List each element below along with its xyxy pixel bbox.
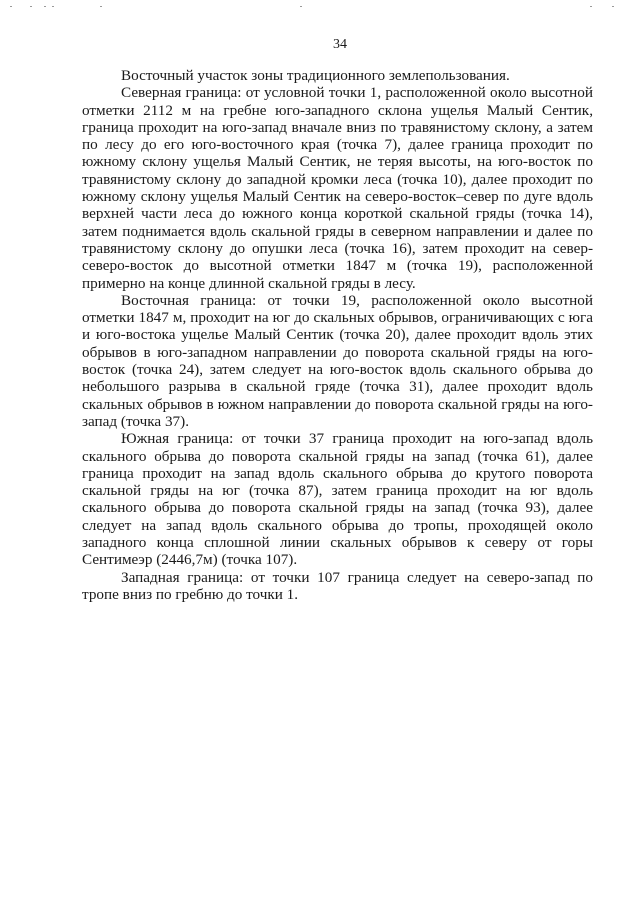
scan-artifact-dots [0, 6, 640, 10]
document-body [82, 67, 593, 603]
section-heading: Восточный участок зоны традиционного землепользования. [121, 67, 510, 84]
paragraph-north-boundary: Северная граница: от условной точки 1, расположенной около высотной отметки 2112 м на гребне юго-западного склона ущелья Малый Сентик, граница проходит на юго-запад вначале вниз по травянистому склону, а затем по лесу до его юго-восточного края (точка 7), далее граница проходит по южному склону ущелья Малый Сентик, не теряя высоты, на юго-восток по травянистому склону до западной кромки леса (точка 10), далее проходит по южному склону ущелья Малый Сентик на северо-восток–север по дуге вдоль верхней части леса до южного конца короткой скальной гряды (точка 14), затем поднимается вдоль скальной гряды в северном направлении и далее по травянистому склону до опушки леса (точка 16), затем проходит на север-северо-восток до высотной отметки 1847 м (точка 19), расположенной примерно на конце длинной скальной гряды в лесу. [82, 84, 593, 292]
page-number: 34 [333, 37, 347, 52]
paragraph-west-boundary: Западная граница: от точки 107 граница следует на северо-запад по тропе вниз по гребню до точки 1. [82, 568, 593, 603]
paragraph-east-boundary: Восточная граница: от точки 19, расположенной около высотной отметки 1847 м, проходит на юг до скальных обрывов, ограничивающих с юга и юго-востока ущелье Малый Сентик (точка 20), далее проходит вдоль этих обрывов в юго-западном направлении до поворота скальной гряды на юго-восток (точка 24), затем следует на юго-восток вдоль скального обрыва до небольшого разрыва в скальной гряде (точка 31), далее проходит вдоль скальных обрывов в южном направлении до поворота скальной гряды на юго-запад (точка 37). [82, 291, 593, 430]
paragraph-south-boundary: Южная граница: от точки 37 граница проходит на юго-запад вдоль скального обрыва до поворота скальной гряды на запад (точка 61), далее граница проходит на запад вдоль скального обрыва до крутого поворота скальной гряды на юг (точка 87), затем граница проходит на юг вдоль скального обрыва до поворота скальной гряды на запад (точка 93), далее следует на запад вдоль скального обрыва до тропы, проходящей около западного конца сплошной линии скальных обрывов к северу от горы Сентимеэр (2446,7м) (точка 107). [82, 430, 593, 569]
